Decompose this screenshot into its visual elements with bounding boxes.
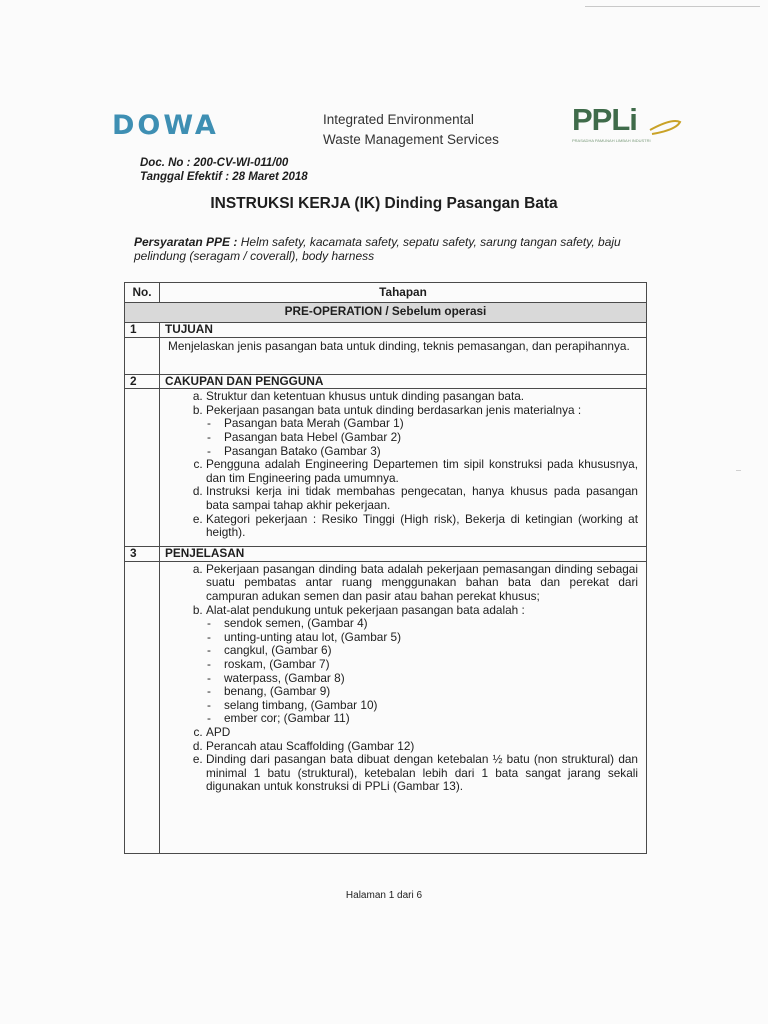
col-header-no: No. bbox=[125, 283, 160, 303]
section-body-cakupan bbox=[125, 389, 647, 547]
list-item: d. Instruksi kerja ini tidak membahas pengecatan, hanya khusus pada pasangan bata sampai tahap akhir pekerjaan. bbox=[206, 485, 638, 512]
section-row-penjelasan bbox=[125, 547, 647, 562]
section-title: CAKUPAN DAN PENGGUNA bbox=[160, 374, 647, 389]
list-item: d. Perancah atau Scaffolding (Gambar 12) bbox=[206, 740, 638, 754]
list-item-text: Alat-alat pendukung untuk pekerjaan pasangan bata adalah : bbox=[206, 602, 525, 617]
section-title: PENJELASAN bbox=[160, 547, 647, 562]
ppe-label: Persyaratan PPE : bbox=[134, 235, 238, 249]
scan-edge-line bbox=[585, 6, 760, 7]
sublist-item: - selang timbang, (Gambar 10) bbox=[224, 699, 638, 713]
procedure-table bbox=[124, 282, 647, 854]
empty-cell bbox=[125, 337, 160, 374]
ppli-logo bbox=[572, 104, 684, 148]
list-item: c. Pengguna adalah Engineering Departemen tim sipil konstruksi pada khususnya, dan tim Engineering pada umumnya. bbox=[206, 458, 638, 485]
section-number: 3 bbox=[125, 547, 160, 562]
company-line-2: Waste Management Services bbox=[323, 132, 499, 147]
company-name bbox=[323, 110, 499, 150]
effective-date: Tanggal Efektif : 28 Maret 2018 bbox=[140, 171, 308, 183]
section-text: Menjelaskan jenis pasangan bata untuk dinding, teknis pemasangan, dan perapihannya. bbox=[160, 337, 647, 374]
section-row-cakupan bbox=[125, 374, 647, 389]
list-item: e. Dinding dari pasangan bata dibuat dengan ketebalan ½ batu (non struktural) dan minimal 1 batu (struktural), ketebalan lebih dari 1 bata sangat jarang sekali digunakan untuk konstruksi di PPLi (Gambar 13). bbox=[206, 753, 638, 794]
doc-number: Doc. No : 200-CV-WI-011/00 bbox=[140, 157, 289, 169]
document-meta bbox=[140, 156, 308, 184]
section-number: 2 bbox=[125, 374, 160, 389]
empty-cell bbox=[125, 389, 160, 547]
list-item-text: Pekerjaan pasangan bata untuk dinding berdasarkan jenis materialnya : bbox=[206, 402, 582, 417]
sublist-item: - benang, (Gambar 9) bbox=[224, 685, 638, 699]
empty-cell bbox=[125, 561, 160, 853]
phase-row bbox=[125, 303, 647, 323]
penjelasan-list bbox=[168, 563, 638, 794]
dowa-logo: DOWA bbox=[112, 110, 219, 141]
scan-mark bbox=[736, 470, 741, 471]
material-sublist bbox=[206, 417, 638, 458]
ppli-logo-text: PPLi bbox=[572, 102, 637, 137]
list-item: a. Pekerjaan pasangan dinding bata adalah pekerjaan pemasangan dinding sebagai suatu pembatas antar ruang menggunakan bahan bata dan perekat dari campuran adukan semen dan pasir atau bahan perekat khusus; bbox=[206, 563, 638, 604]
section-list-cell bbox=[160, 561, 647, 853]
section-body-tujuan bbox=[125, 337, 647, 374]
sublist-item: - unting-unting atau lot, (Gambar 5) bbox=[224, 631, 638, 645]
list-item: e. Kategori pekerjaan : Resiko Tinggi (High risk), Bekerja di ketingian (working at heigth). bbox=[206, 513, 638, 540]
tools-sublist bbox=[206, 617, 638, 726]
list-item bbox=[206, 604, 638, 726]
phase-label: PRE-OPERATION / Sebelum operasi bbox=[125, 303, 647, 323]
list-item: a. Struktur dan ketentuan khusus untuk dinding pasangan bata. bbox=[206, 390, 638, 404]
sublist-item: - sendok semen, (Gambar 4) bbox=[224, 617, 638, 631]
table-header-row bbox=[125, 283, 647, 303]
page-title: INSTRUKSI KERJA (IK) Dinding Pasangan Bata bbox=[210, 195, 558, 212]
list-item bbox=[206, 404, 638, 458]
ppe-text: Helm safety, kacamata safety, sepatu safety, sarung tangan safety, baju pelindung (seragam / coverall), body harness bbox=[134, 235, 621, 263]
ppe-requirements bbox=[134, 235, 644, 263]
col-header-tahapan: Tahapan bbox=[160, 283, 647, 303]
list-item: c. APD bbox=[206, 726, 638, 740]
cakupan-list bbox=[168, 390, 638, 540]
section-title: TUJUAN bbox=[160, 323, 647, 338]
sublist-item: - Pasangan bata Hebel (Gambar 2) bbox=[224, 431, 638, 445]
page-footer: Halaman 1 dari 6 bbox=[345, 890, 423, 901]
sublist-item: - roskam, (Gambar 7) bbox=[224, 658, 638, 672]
sublist-item: - Pasangan bata Merah (Gambar 1) bbox=[224, 417, 638, 431]
section-list-cell bbox=[160, 389, 647, 547]
sublist-item: - waterpass, (Gambar 8) bbox=[224, 672, 638, 686]
section-number: 1 bbox=[125, 323, 160, 338]
sublist-item: - ember cor; (Gambar 11) bbox=[224, 712, 638, 726]
ppli-logo-subtitle: PRASADHA PAMUNAH LIMBAH INDUSTRI bbox=[572, 138, 651, 143]
sublist-item: - Pasangan Batako (Gambar 3) bbox=[224, 445, 638, 459]
section-body-penjelasan bbox=[125, 561, 647, 853]
company-line-1: Integrated Environmental bbox=[323, 112, 474, 127]
sublist-item: - cangkul, (Gambar 6) bbox=[224, 644, 638, 658]
section-row-tujuan bbox=[125, 323, 647, 338]
